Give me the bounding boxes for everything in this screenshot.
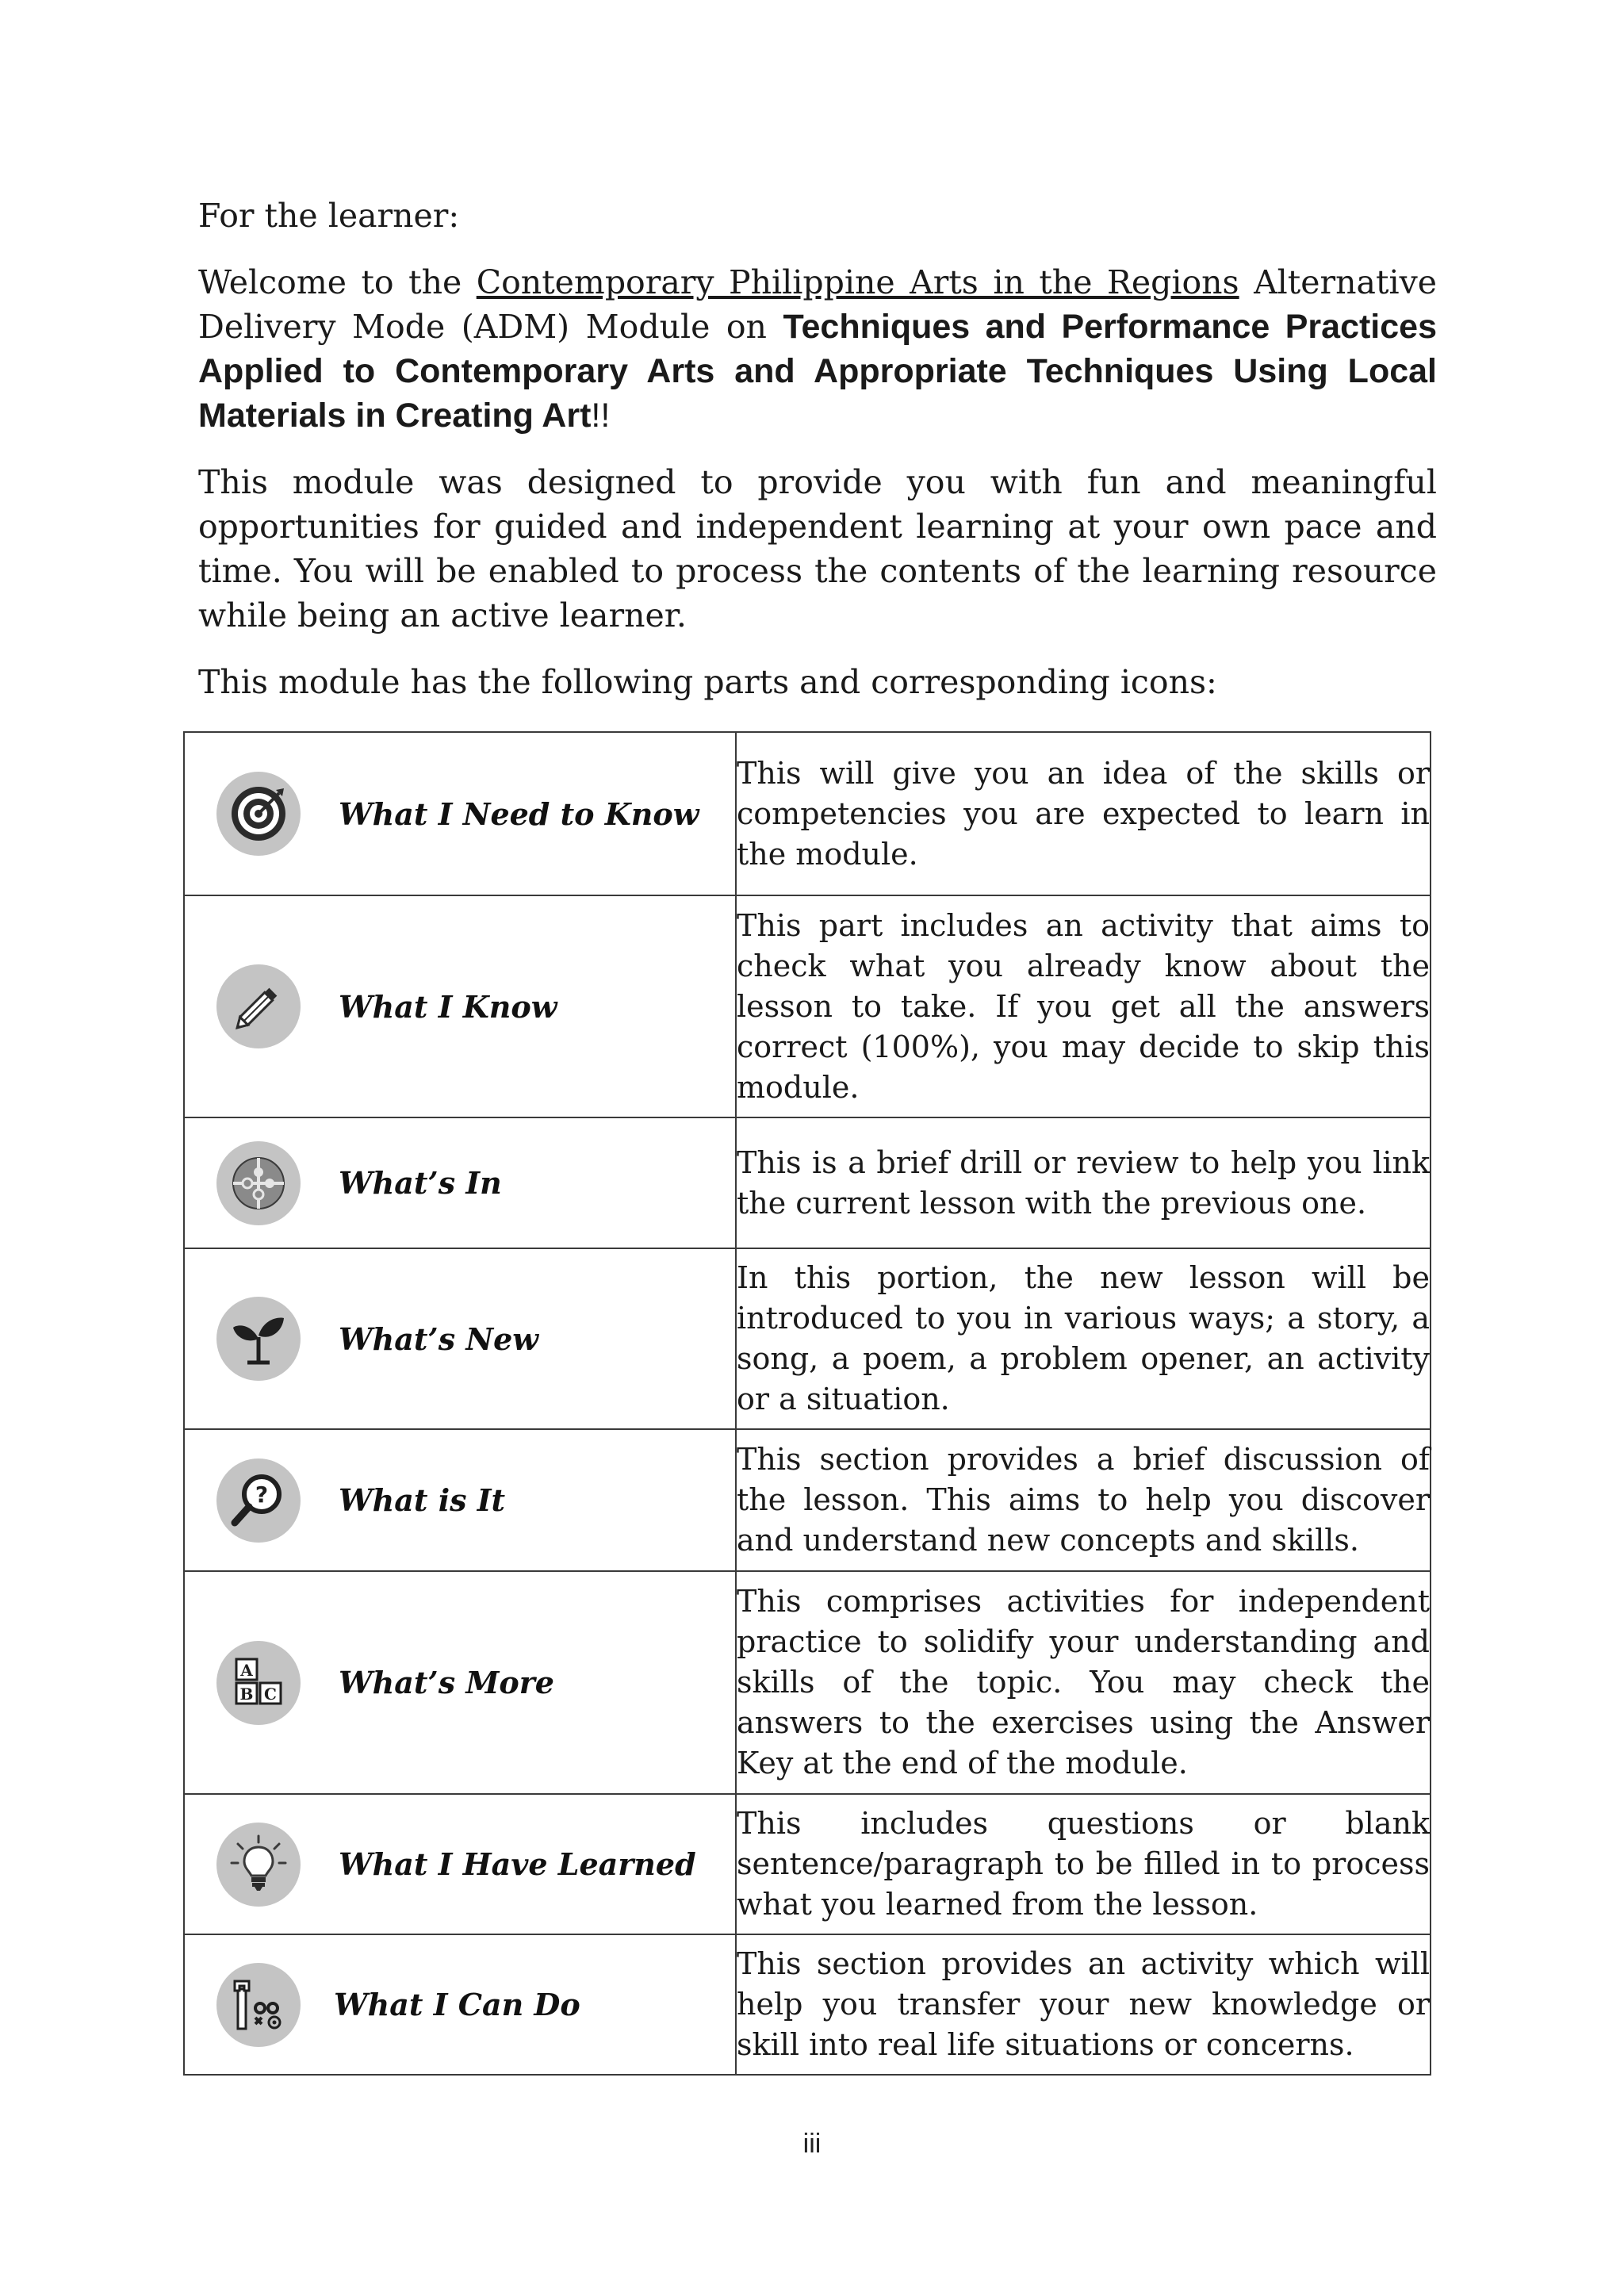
abc-blocks-icon <box>216 1641 301 1725</box>
module-parts-table <box>183 731 1431 2076</box>
subject-title: Contemporary Philippine Arts in the Regions <box>476 263 1239 301</box>
table-row <box>184 1248 1431 1429</box>
part-label: What is It <box>339 1482 506 1518</box>
part-label-cell <box>184 1117 736 1248</box>
part-description: This section provides a brief discussion of the lesson. This aims to help you discover and understand new concepts and skills. <box>736 1429 1431 1571</box>
part-label-cell <box>184 1571 736 1794</box>
table-row <box>184 895 1431 1117</box>
table-row <box>184 1794 1431 1934</box>
module-title: Techniques and Performance Practices Applied to Contemporary Arts and Appropriate Techniques Using Local Materials in Creating Art <box>198 308 1437 435</box>
part-description: This includes questions or blank sentence/paragraph to be filled in to process what you learned from the lesson. <box>736 1794 1431 1934</box>
part-description: In this portion, the new lesson will be introduced to you in various ways; a story, a song, a poem, a problem opener, an activity or a situation. <box>736 1248 1431 1429</box>
part-label: What’s In <box>339 1165 502 1201</box>
part-label: What I Can Do <box>334 1987 580 2022</box>
intro-paragraph: This module was designed to provide you with fun and meaningful opportunities for guided and independent learning at your own pace and time. You will be enabled to process the contents of the learning resource while being an active learner. <box>198 463 1437 634</box>
target-icon <box>216 772 301 856</box>
sprout-icon <box>216 1297 301 1381</box>
magnifier-question-icon <box>216 1458 301 1543</box>
part-label: What’s New <box>339 1320 538 1357</box>
tools-icon <box>216 1963 301 2047</box>
part-description: This will give you an idea of the skills or competencies you are expected to learn in the module. <box>736 732 1431 895</box>
welcome-suffix: !! <box>591 397 611 435</box>
part-label-cell <box>184 1429 736 1571</box>
part-label: What’s More <box>339 1665 554 1700</box>
part-label: What I Need to Know <box>339 795 699 832</box>
puzzle-icon <box>216 1141 301 1225</box>
part-label-cell <box>184 1248 736 1429</box>
welcome-prefix: Welcome to the <box>198 263 477 301</box>
parts-intro-text: This module has the following parts and corresponding icons: <box>198 663 1217 701</box>
pencil-icon <box>216 964 301 1048</box>
svg-text:?: ? <box>255 1481 269 1508</box>
table-row <box>184 1934 1431 2075</box>
table-row <box>184 732 1431 895</box>
part-label-cell <box>184 895 736 1117</box>
part-label: What I Have Learned <box>339 1846 696 1882</box>
part-label: What I Know <box>339 988 557 1025</box>
part-label-cell <box>184 732 736 895</box>
svg-text:C: C <box>264 1684 277 1704</box>
page-number: iii <box>802 2129 822 2159</box>
svg-text:A: A <box>240 1660 253 1680</box>
part-description: This part includes an activity that aims to check what you already know about the lesson to take. If you get all the answers correct (100%), you may decide to skip this module. <box>736 895 1431 1117</box>
welcome-middle: Alternative Delivery Mode (ADM) Module on <box>198 263 1438 346</box>
table-row <box>184 1117 1431 1248</box>
lightbulb-icon <box>216 1823 301 1907</box>
table-row <box>184 1571 1431 1794</box>
part-description: This comprises activities for independent practice to solidify your understanding and skills of the topic. You may check the answers to the exercises using the Answer Key at the end of the module. <box>736 1571 1431 1794</box>
part-label-cell <box>184 1934 736 2075</box>
part-label-cell <box>184 1794 736 1934</box>
greeting-text: For the learner: <box>198 197 460 235</box>
table-row <box>184 1429 1431 1571</box>
welcome-paragraph <box>198 260 1437 438</box>
part-description: This section provides an activity which will help you transfer your new knowledge or skill into real life situations or concerns. <box>736 1934 1431 2075</box>
svg-text:B: B <box>239 1684 254 1704</box>
part-description: This is a brief drill or review to help you link the current lesson with the previous one. <box>736 1117 1431 1248</box>
